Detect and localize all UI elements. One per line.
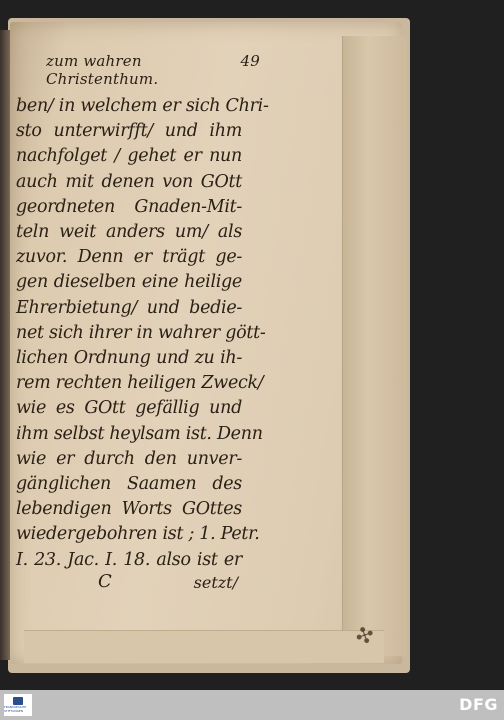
text-line: nachfolget / gehet er nun [16, 146, 242, 167]
text-line: geordneten Gnaden-Mit- [16, 196, 242, 217]
text-lines [16, 94, 269, 573]
signature-mark: C [98, 570, 112, 592]
text-line: I. 23. Jac. I. 18. also ist er [16, 549, 242, 570]
library-logo[interactable] [4, 694, 32, 716]
text-line: auch mit denen von GOtt [16, 171, 242, 192]
text-line: gänglichen Saamen des [16, 474, 242, 495]
text-line: teln weit anders um/ als [16, 222, 242, 243]
text-line: wie er durch den unver- [16, 448, 242, 469]
text-line: net sich ihrer in wahrer gött- [16, 322, 266, 343]
text-line: lichen Ordnung und zu ih- [16, 348, 242, 369]
catchword: setzt/ [193, 572, 238, 592]
text-line: sto unterwirfft/ und ihm [16, 121, 242, 142]
text-line: gen dieselben eine heilige [16, 272, 242, 293]
text-line: ihm selbst heylsam ist. Denn [16, 423, 263, 444]
text-line: lebendigen Worts GOttes [16, 499, 242, 520]
page-text [16, 52, 269, 597]
running-header [46, 52, 260, 88]
header-title: zum wahren Christenthum. [46, 52, 159, 88]
text-line: Ehrerbietung/ und bedie- [16, 297, 242, 318]
library-logo-icon [13, 697, 23, 705]
page-fold [342, 36, 407, 656]
text-line: wiedergebohren ist ; 1. Petr. [16, 524, 260, 545]
viewer-footer [0, 690, 504, 720]
text-line: zuvor. Denn er trägt ge- [16, 247, 242, 268]
page-number: 49 [240, 52, 260, 70]
text-line: ben/ in welchem er sich Chri- [16, 96, 269, 116]
dfg-logo[interactable]: DFG [459, 695, 498, 714]
catchword-row [16, 570, 248, 597]
ink-mark-icon: ✣ [352, 621, 379, 652]
page-bottom-strip [24, 630, 384, 663]
library-logo-text: FRANCKESCHE STIFTUNGEN [4, 705, 27, 713]
text-line: rem rechten heiligen Zweck/ [16, 373, 264, 394]
text-line: wie es GOtt gefällig und [16, 398, 242, 419]
